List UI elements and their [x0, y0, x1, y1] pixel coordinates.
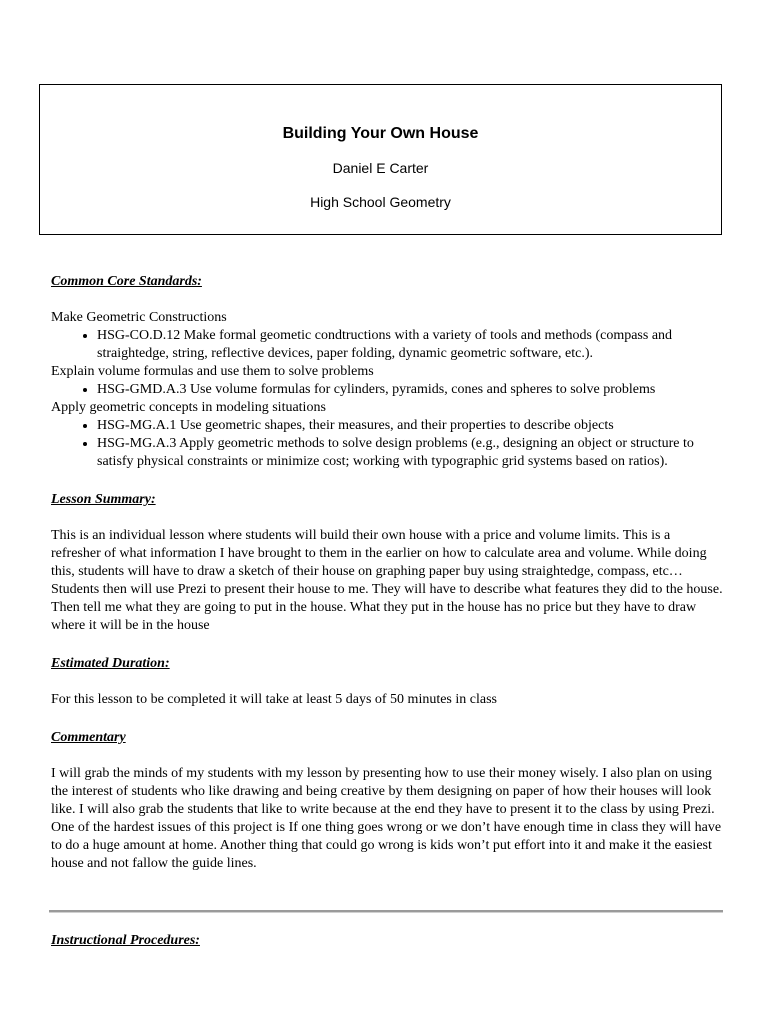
title-box — [39, 84, 722, 235]
commentary-text: I will grab the minds of my students with my lesson by presenting how to use their money wisely. I also plan on using the interest of students who like drawing and being creative by them designing on paper of how their houses will look like. I will also grab the students that like to write because at the end they have to present it to the class by using Prezi. One of the hardest issues of this project is If one thing goes wrong or we don’t have enough time in class they will have to do a huge amount at home. Another thing that could go wrong is kids won’t put effort into it and make it the easiest house and not fallow the guide lines. — [51, 766, 722, 871]
commentary-heading: Commentary — [51, 730, 126, 745]
standards-group-label: Apply geometric concepts in modeling situations — [51, 400, 326, 415]
standards-group-label: Make Geometric Constructions — [51, 310, 227, 325]
document-body — [51, 273, 723, 873]
lesson-summary-heading: Lesson Summary: — [51, 492, 156, 507]
standards-heading: Common Core Standards: — [51, 274, 202, 289]
standards-list — [51, 417, 723, 471]
lesson-summary-text: This is an individual lesson where students will build their own house with a price and volume limits. This is a refresher of what information I have brought to them in the earlier on how to calculate area and volume. While doing this, students will have to draw a sketch of their house on graphing paper buy using straightedge, compass, etc… Students then will use Prezi to present their house to me. They will have to describe what features they did to the house. Then tell me what they are going to put in the house. What they put in the house has no price but they have to draw where it will be in the house — [51, 528, 723, 633]
duration-text: For this lesson to be completed it will take at least 5 days of 50 minutes in class — [51, 692, 497, 707]
standard-item: • HSG-CO.D.12 Make formal geometic condtructions with a variety of tools and methods (compass and straightedge, string, reflective devices, paper folding, dynamic geometric software, etc.). — [97, 327, 723, 363]
standard-item: • HSG-GMD.A.3 Use volume formulas for cylinders, pyramids, cones and spheres to solve problems — [97, 381, 723, 399]
procedures-heading: Instructional Procedures: — [51, 933, 200, 948]
duration-heading: Estimated Duration: — [51, 656, 170, 671]
author-name: Daniel E Carter — [332, 160, 429, 176]
horizontal-divider — [49, 910, 723, 913]
standard-item: • HSG-MG.A.3 Apply geometric methods to solve design problems (e.g., designing an object or structure to satisfy physical constraints or minimize cost; working with typographic grid systems based on ratios). — [97, 435, 723, 471]
standards-list — [51, 327, 723, 363]
standard-item: • HSG-MG.A.1 Use geometric shapes, their measures, and their properties to describe objects — [97, 417, 723, 435]
document-title: Building Your Own House — [282, 125, 479, 142]
course-name: High School Geometry — [310, 194, 451, 210]
standards-list — [51, 381, 723, 399]
standards-group-label: Explain volume formulas and use them to solve problems — [51, 364, 374, 379]
